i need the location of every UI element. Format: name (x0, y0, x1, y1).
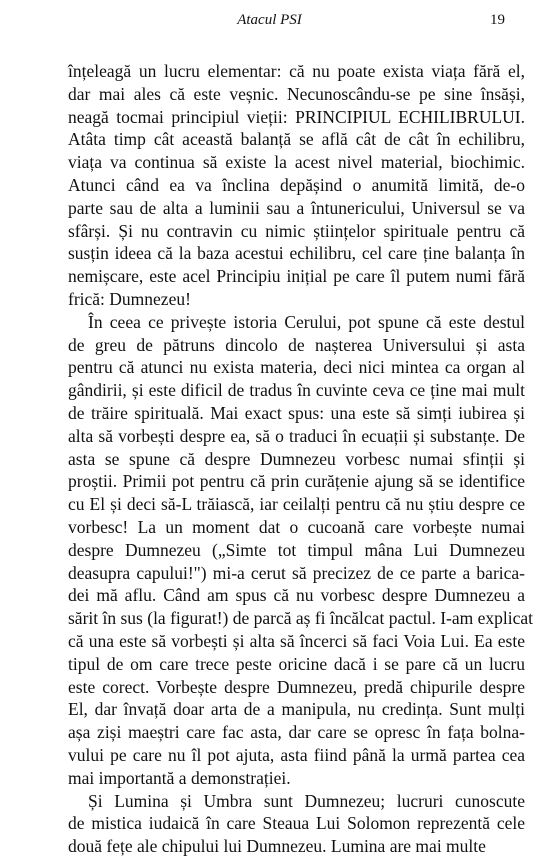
text-line: vorbesc! La un moment dat o cucoană care vorbește numai (68, 516, 525, 537)
text-line: dar mai ales că este veșnic. Necunoscându-se pe sine însăși, (68, 83, 525, 104)
text-line: proștii. Primii pot pentru că prin curățenie ajung să se identifice (68, 471, 525, 492)
running-header (0, 10, 539, 30)
text-line: Și Lumina și Umbra sunt Dumnezeu; lucruri cunoscute (88, 790, 525, 811)
text-line: neagă tocmai principiul vieții: PRINCIPIUL ECHILIBRULUI. (68, 106, 525, 127)
text-line: alta să vorbești despre ea, să o traduci în ecuații și substanțe. De (68, 425, 525, 446)
text-line: sărit în sus (la figurat!) de parcă aș fi încălcat pactul. I-am explicat (68, 608, 533, 629)
text-line: că una este să vorbești și alta să încerci să faci Voia Lui. Ea este (68, 630, 525, 651)
text-line: dei mă aflu. Când am spus că nu vorbesc despre Dumnezeu a (68, 585, 525, 606)
text-line: mai importantă a demonstrației. (68, 767, 291, 788)
text-line: pentru că atunci nu exista materia, deci nici mintea ca organ al (68, 357, 525, 378)
text-line: două fețe ale chipului lui Dumnezeu. Lumina are mai multe (68, 836, 486, 857)
text-line: vului pe care nu îl pot ajuta, asta fiind până la urmă partea cea (68, 744, 525, 765)
text-line: viața va continua să existe la acest nivel material, biochimic. (68, 152, 525, 173)
text-line: susțin ideea că la baza acestui echilibru, cel care ține balanța în (68, 243, 525, 264)
paragraph (68, 311, 533, 790)
paragraph (68, 60, 525, 311)
text-line: cu El și deci să-L trăiască, iar ceilalți pentru că nu știu despre ce (68, 494, 525, 515)
page-number: 19 (490, 12, 505, 28)
text-line: sfârși. Și nu contravin cu nimic științelor spirituale pentru că (68, 220, 525, 241)
text-line: gândirii, și este dificil de tradus în cuvinte ceva ce ține mai mult (68, 380, 525, 401)
paragraph (68, 790, 525, 858)
body-text (68, 60, 533, 858)
text-line: asta se spune că despre Dumnezeu vorbesc numai sfinții și (68, 448, 525, 469)
text-line: despre Dumnezeu („Simte tot timpul mâna Lui Dumnezeu (68, 539, 525, 560)
text-line: este corect. Vorbește despre Dumnezeu, predă chipurile despre (68, 676, 525, 697)
running-title: Atacul PSI (237, 12, 302, 28)
text-line: nemișcare, este acel Principiu inițial pe care îl putem numi fără (68, 266, 525, 287)
text-line: Atunci când ea va înclina depășind o anumită limită, de-o (68, 174, 525, 195)
text-line: În ceea ce privește istoria Cerului, pot spune că este destul (88, 311, 525, 332)
text-line: Atâta timp cât această balanță se află cât de cât în echilibru, (68, 129, 525, 150)
text-line: de greu de pătruns dincolo de nașterea Universului și asta (68, 334, 525, 355)
text-line: așa ziși maeștri care fac asta, dar care se opresc în fața bolna- (68, 722, 525, 743)
text-line: înțeleagă un lucru elementar: că nu poate exista viața fără el, (68, 61, 525, 81)
text-line: deasupra capului!") mi-a cerut să precizez de ce parte a barica- (68, 562, 525, 583)
text-line: frică: Dumnezeu! (68, 288, 191, 309)
text-line: parte sau de alta a luminii sau a întunericului, Universul se va (68, 197, 525, 218)
text-line: de trăire spirituală. Mai exact spus: una este să simți iubirea și (68, 402, 525, 423)
text-line: tipul de om care trece peste oricine dacă i se pare că un lucru (68, 653, 525, 674)
text-line: El, dar învață doar arta de a manipula, nu credința. Sunt mulți (68, 699, 525, 720)
text-line: de mistica iudaică în care Steaua Lui Solomon reprezentă cele (68, 813, 525, 834)
